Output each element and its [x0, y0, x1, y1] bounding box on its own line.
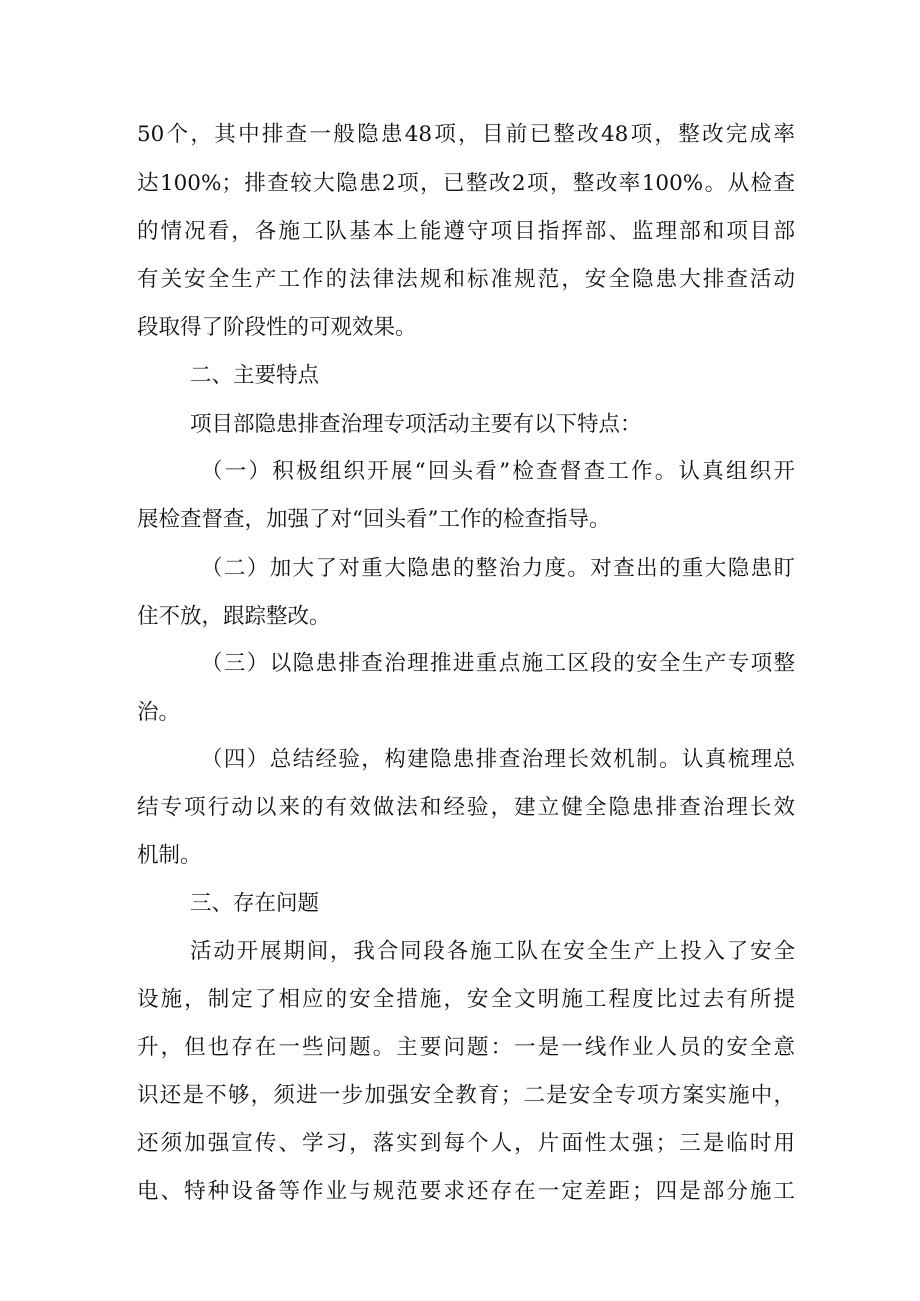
paragraph-line: 段取得了阶段性的可观效果。 — [137, 315, 417, 340]
list-item-line: （三）以隐患排查治理推进重点施工区段的安全生产专项整 — [201, 651, 795, 676]
paragraph-line: 有关安全生产工作的法律法规和标准规范，安全隐患大排查活动 — [137, 267, 795, 292]
paragraph-line: 项目部隐患排查治理专项活动主要有以下特点： — [190, 412, 642, 437]
list-item-line: （四）总结经验，构建隐患排查治理长效机制。认真梳理总 — [201, 747, 795, 772]
section-heading: 二、主要特点 — [190, 363, 320, 388]
paragraph-line: 50个，其中排查一般隐患48项，目前已整改48项，整改完成率 — [137, 122, 795, 147]
list-item-line: 机制。 — [137, 843, 202, 868]
paragraph-line: 升，但也存在一些问题。主要问题：一是一线作业人员的安全意 — [137, 1035, 795, 1060]
list-item-line: 结专项行动以来的有效做法和经验，建立健全隐患排查治理长效 — [137, 795, 795, 820]
paragraph-line: 达100%；排查较大隐患2项，已整改2项，整改率100%。从检查 — [137, 171, 795, 196]
list-item-line: （二）加大了对重大隐患的整治力度。对查出的重大隐患盯 — [201, 556, 795, 581]
paragraph-line: 的情况看，各施工队基本上能遵守项目指挥部、监理部和项目部 — [137, 219, 795, 244]
paragraph-line: 识还是不够，须进一步加强安全教育；二是安全专项方案实施中， — [137, 1083, 795, 1108]
section-heading: 三、存在问题 — [190, 891, 320, 916]
paragraph-line: 活动开展期间，我合同段各施工队在安全生产上投入了安全 — [190, 939, 795, 964]
paragraph-line: 还须加强宣传、学习，落实到每个人，片面性太强；三是临时用 — [137, 1131, 795, 1156]
list-item-line: 治。 — [137, 700, 181, 725]
paragraph-line: 设施，制定了相应的安全措施，安全文明施工程度比过去有所提 — [137, 987, 795, 1012]
list-item-line: 住不放，跟踪整改。 — [137, 604, 331, 629]
paragraph-line: 电、特种设备等作业与规范要求还存在一定差距；四是部分施工 — [137, 1179, 795, 1204]
list-item-line: （一）积极组织开展“回头看”检查督查工作。认真组织开 — [201, 459, 795, 484]
list-item-line: 展检查督查，加强了对“回头看”工作的检查指导。 — [137, 507, 611, 532]
